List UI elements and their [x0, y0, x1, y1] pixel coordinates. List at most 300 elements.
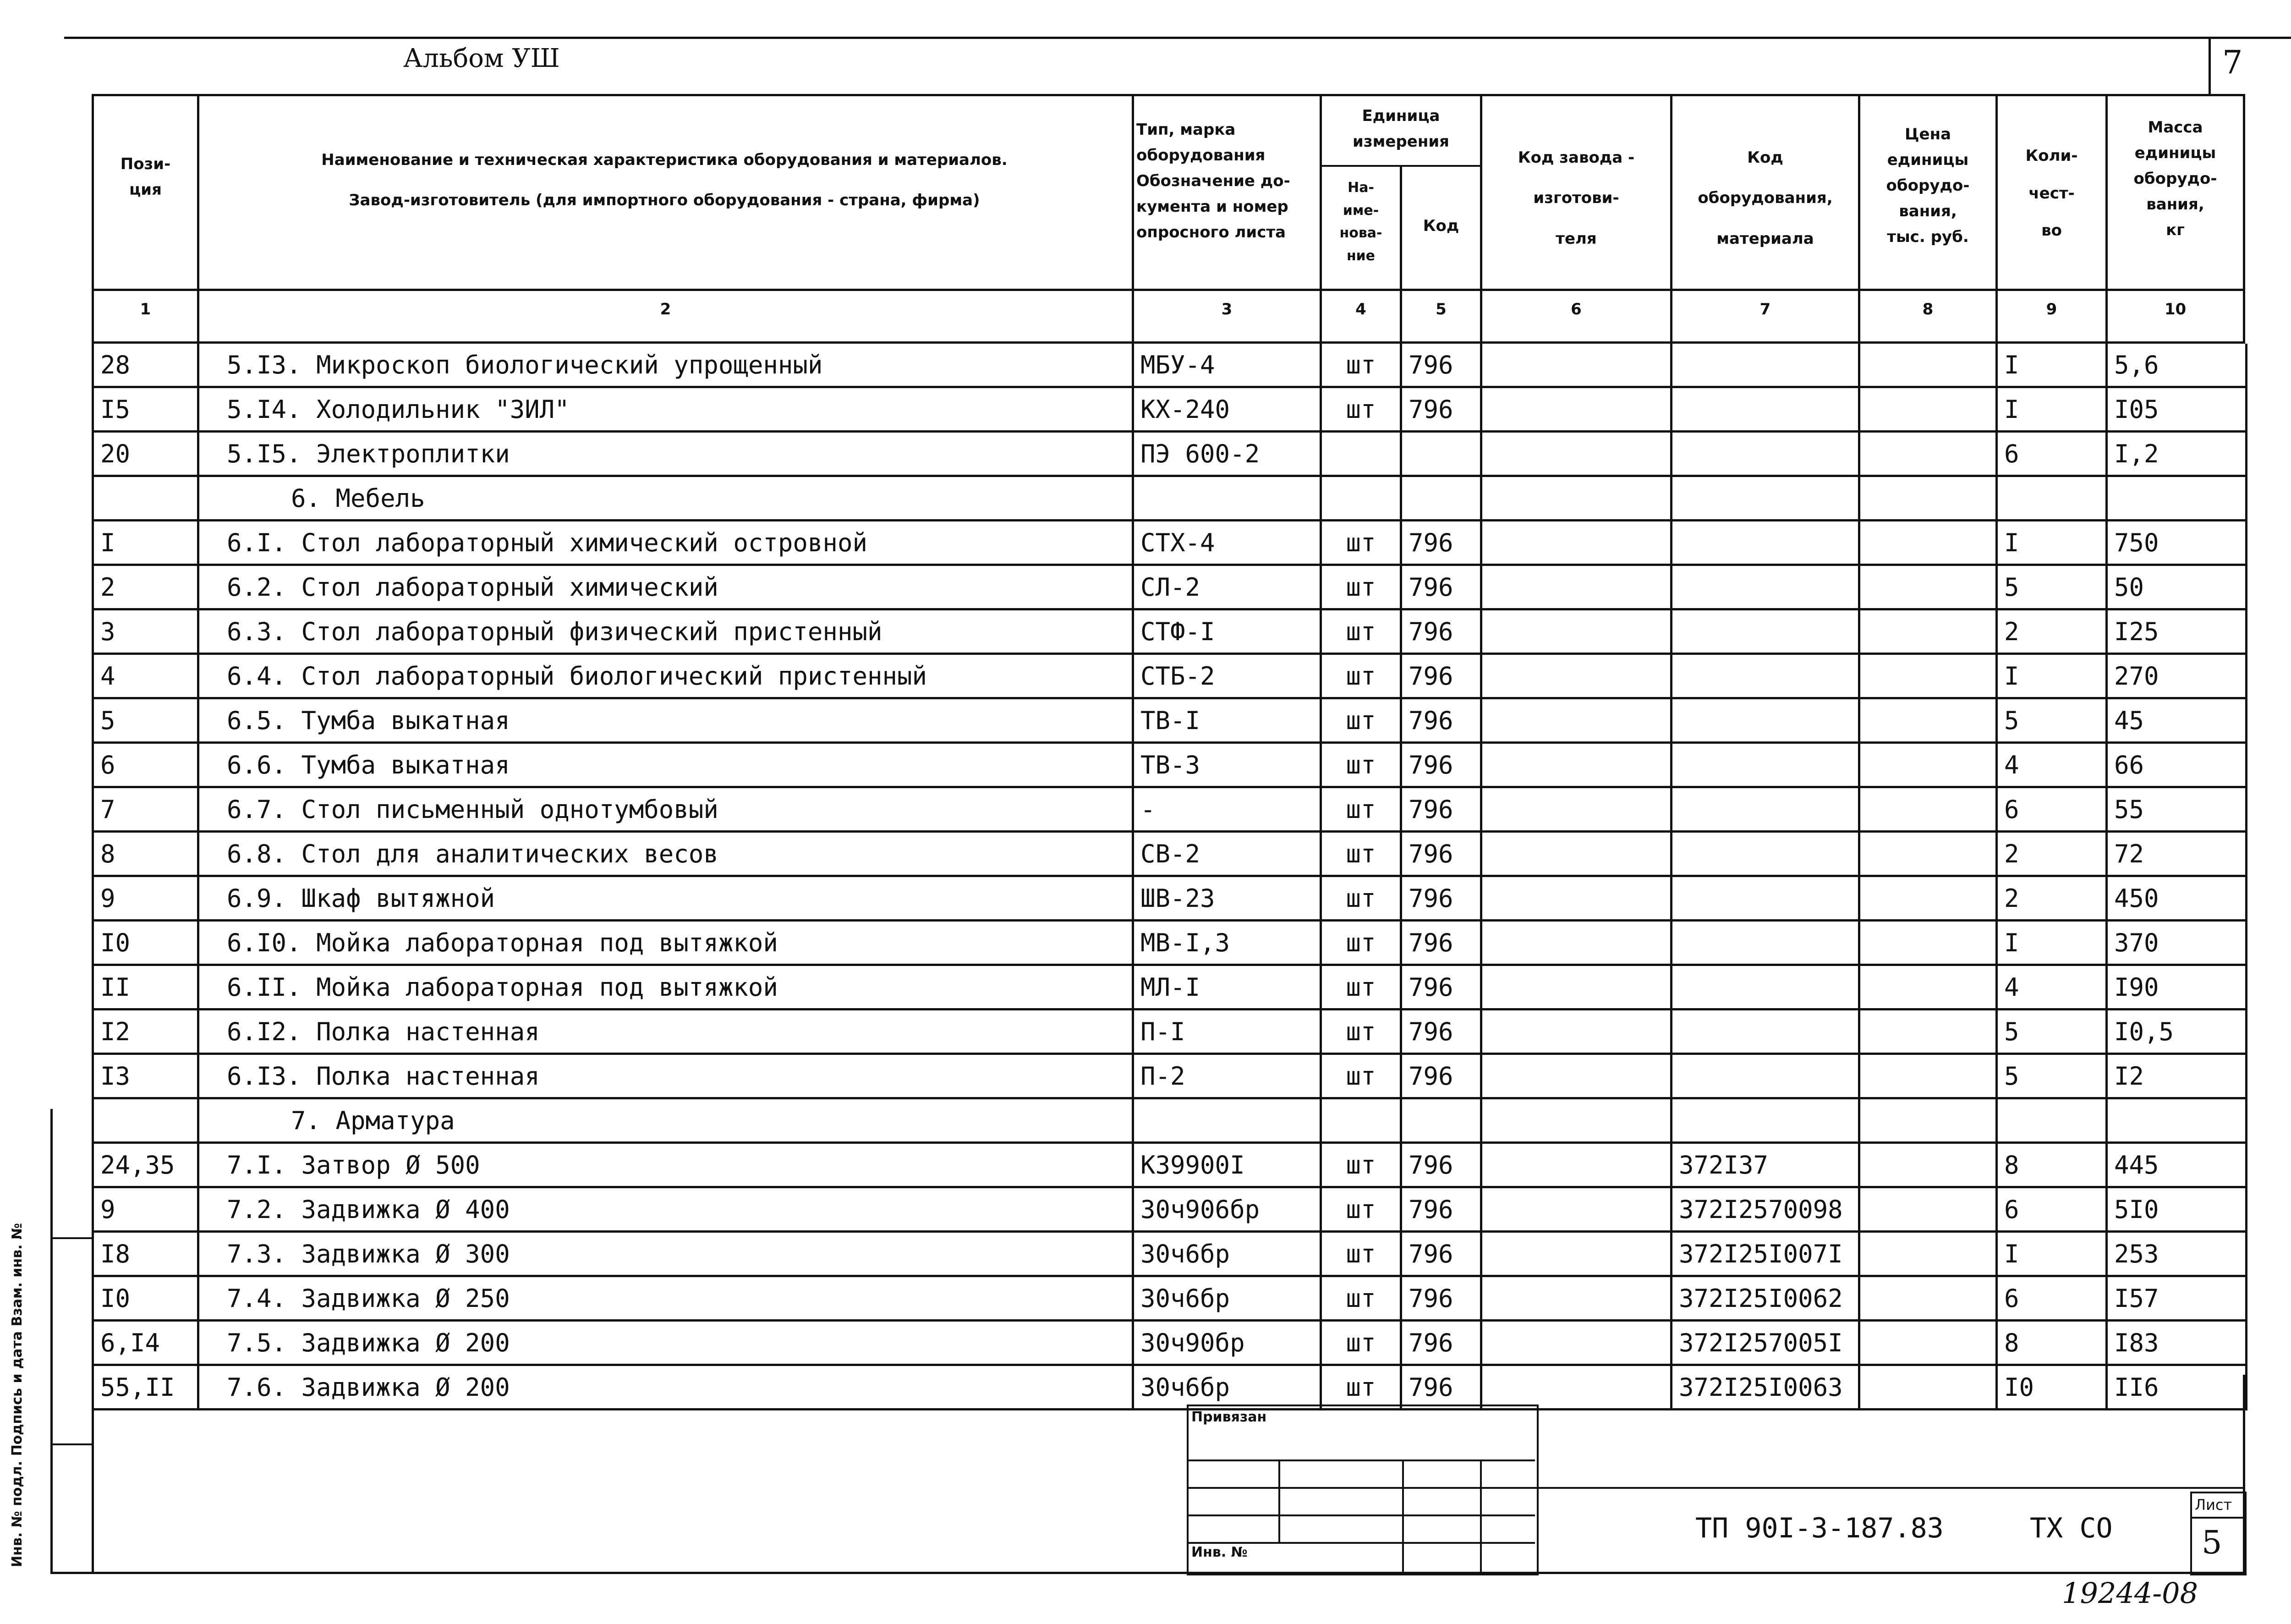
- quantity-cell: 5: [1997, 1054, 2107, 1098]
- table-row: [93, 743, 2247, 787]
- position-cell: 28: [93, 344, 198, 387]
- material-code-cell: 372I25I007I: [1672, 1232, 1859, 1276]
- unit-code-cell: 796: [1401, 565, 1481, 609]
- stamp-line-3: [1187, 1514, 1535, 1516]
- mass-cell: 50: [2107, 565, 2247, 609]
- position-cell: I8: [93, 1232, 198, 1276]
- page-corner-number: 7: [2222, 44, 2243, 81]
- material-code-cell: 372I37: [1672, 1143, 1859, 1187]
- header-type: Тип, марка оборудования Обозначение до- кумента и номер опросного листа: [1136, 121, 1290, 242]
- material-code-cell: 372I2570098: [1672, 1187, 1859, 1232]
- price-cell: [1859, 1365, 1997, 1410]
- type-cell: ШВ-23: [1133, 876, 1321, 921]
- side-strip-line: [50, 1109, 53, 1574]
- unit-code-cell: 796: [1401, 1321, 1481, 1365]
- plant-code-cell: [1481, 1098, 1672, 1143]
- mass-cell: I57: [2107, 1276, 2247, 1321]
- unit-code-cell: [1401, 432, 1481, 476]
- table-row: [93, 787, 2247, 832]
- unit-name-cell: шт: [1321, 1187, 1401, 1232]
- mass-cell: 750: [2107, 521, 2247, 565]
- table-row: [93, 1010, 2247, 1054]
- name-cell: 7.5. Задвижка Ø 200: [198, 1321, 1133, 1365]
- unit-code-cell: 796: [1401, 1054, 1481, 1098]
- stamp-label: Привязан: [1191, 1409, 1267, 1425]
- unit-name-cell: шт: [1321, 743, 1401, 787]
- type-cell: СЛ-2: [1133, 565, 1321, 609]
- material-code-cell: [1672, 743, 1859, 787]
- quantity-cell: 4: [1997, 965, 2107, 1010]
- quantity-cell: 5: [1997, 1010, 2107, 1054]
- archive-number: 19244-08: [2062, 1576, 2198, 1610]
- plant-code-cell: [1481, 432, 1672, 476]
- price-cell: [1859, 1232, 1997, 1276]
- quantity-cell: 5: [1997, 698, 2107, 743]
- document-code: ТП 90I-3-187.83: [1695, 1512, 1944, 1544]
- unit-code-cell: 796: [1401, 832, 1481, 876]
- title-block-top-line: [1535, 1487, 2245, 1489]
- unit-name-cell: шт: [1321, 876, 1401, 921]
- type-cell: СТБ-2: [1133, 654, 1321, 698]
- mass-cell: II6: [2107, 1365, 2247, 1410]
- document-section: ТХ СО: [2030, 1512, 2113, 1544]
- table-row: [93, 432, 2247, 476]
- quantity-cell: I: [1997, 387, 2107, 432]
- price-cell: [1859, 609, 1997, 654]
- quantity-cell: I: [1997, 521, 2107, 565]
- table-row: [93, 387, 2247, 432]
- price-cell: [1859, 1054, 1997, 1098]
- type-cell: МБУ-4: [1133, 344, 1321, 387]
- unit-name-cell: шт: [1321, 609, 1401, 654]
- material-code-cell: [1672, 1098, 1859, 1143]
- unit-code-cell: 796: [1401, 876, 1481, 921]
- plant-code-cell: [1481, 1187, 1672, 1232]
- unit-name-cell: шт: [1321, 1232, 1401, 1276]
- position-cell: [93, 476, 198, 521]
- mass-cell: 5,6: [2107, 344, 2247, 387]
- header-position: Пози- ция: [120, 155, 171, 199]
- colnum-10: 10: [2164, 300, 2187, 318]
- plant-code-cell: [1481, 921, 1672, 965]
- unit-name-cell: [1321, 1098, 1401, 1143]
- plant-code-cell: [1481, 1365, 1672, 1410]
- material-code-cell: [1672, 1010, 1859, 1054]
- unit-name-cell: шт: [1321, 387, 1401, 432]
- material-code-cell: 372I25I0062: [1672, 1276, 1859, 1321]
- quantity-cell: 6: [1997, 787, 2107, 832]
- inventory-label: Инв. №: [1191, 1544, 1248, 1560]
- position-cell: 55,II: [93, 1365, 198, 1410]
- mass-cell: I,2: [2107, 432, 2247, 476]
- type-cell: К39900I: [1133, 1143, 1321, 1187]
- mass-cell: [2107, 476, 2247, 521]
- name-cell: 6.I2. Полка настенная: [198, 1010, 1133, 1054]
- unit-name-cell: шт: [1321, 1276, 1401, 1321]
- type-cell: КХ-240: [1133, 387, 1321, 432]
- material-code-cell: 372I25I0063: [1672, 1365, 1859, 1410]
- position-cell: 2: [93, 565, 198, 609]
- price-cell: [1859, 921, 1997, 965]
- material-code-cell: [1672, 876, 1859, 921]
- mass-cell: I25: [2107, 609, 2247, 654]
- plant-code-cell: [1481, 387, 1672, 432]
- header-quantity: Коли- чест- во: [2025, 147, 2078, 240]
- position-cell: I3: [93, 1054, 198, 1098]
- colnum-6: 6: [1571, 300, 1582, 318]
- mass-cell: I05: [2107, 387, 2247, 432]
- name-cell: 6.I3. Полка настенная: [198, 1054, 1133, 1098]
- table-row: [93, 1232, 2247, 1276]
- material-code-cell: [1672, 698, 1859, 743]
- price-cell: [1859, 1187, 1997, 1232]
- position-cell: [93, 1098, 198, 1143]
- unit-code-cell: [1401, 476, 1481, 521]
- quantity-cell: 8: [1997, 1321, 2107, 1365]
- plant-code-cell: [1481, 609, 1672, 654]
- name-cell: 5.I4. Холодильник "ЗИЛ": [198, 387, 1133, 432]
- type-cell: СТХ-4: [1133, 521, 1321, 565]
- price-cell: [1859, 387, 1997, 432]
- type-cell: 30ч6бр: [1133, 1276, 1321, 1321]
- name-cell: 6.9. Шкаф вытяжной: [198, 876, 1133, 921]
- price-cell: [1859, 743, 1997, 787]
- unit-code-cell: 796: [1401, 787, 1481, 832]
- material-code-cell: [1672, 965, 1859, 1010]
- price-cell: [1859, 565, 1997, 609]
- name-cell: 5.I3. Микроскоп биологический упрощенный: [198, 344, 1133, 387]
- plant-code-cell: [1481, 787, 1672, 832]
- quantity-cell: I: [1997, 1232, 2107, 1276]
- name-cell: 6.I. Стол лабораторный химический островной: [198, 521, 1133, 565]
- unit-code-cell: 796: [1401, 521, 1481, 565]
- unit-code-cell: 796: [1401, 965, 1481, 1010]
- unit-name-cell: шт: [1321, 965, 1401, 1010]
- price-cell: [1859, 965, 1997, 1010]
- unit-name-cell: шт: [1321, 832, 1401, 876]
- price-cell: [1859, 1143, 1997, 1187]
- material-code-cell: [1672, 476, 1859, 521]
- plant-code-cell: [1481, 1232, 1672, 1276]
- unit-name-cell: шт: [1321, 344, 1401, 387]
- unit-name-cell: шт: [1321, 565, 1401, 609]
- mass-cell: 55: [2107, 787, 2247, 832]
- unit-code-cell: 796: [1401, 1143, 1481, 1187]
- type-cell: МВ-I,3: [1133, 921, 1321, 965]
- table-row: [93, 1143, 2247, 1187]
- type-cell: МЛ-I: [1133, 965, 1321, 1010]
- name-cell: 6. Мебель: [198, 476, 1133, 521]
- position-cell: 9: [93, 1187, 198, 1232]
- table-row: [93, 698, 2247, 743]
- position-cell: 6,I4: [93, 1321, 198, 1365]
- plant-code-cell: [1481, 1054, 1672, 1098]
- mass-cell: 253: [2107, 1232, 2247, 1276]
- stamp-col-2: [1402, 1459, 1404, 1572]
- table-row: [93, 521, 2247, 565]
- unit-name-cell: шт: [1321, 787, 1401, 832]
- unit-name-cell: шт: [1321, 921, 1401, 965]
- position-cell: I: [93, 521, 198, 565]
- unit-code-cell: 796: [1401, 387, 1481, 432]
- header-unit-code: Код: [1423, 217, 1459, 235]
- unit-name-cell: [1321, 432, 1401, 476]
- table-row: [93, 1321, 2247, 1365]
- price-cell: [1859, 876, 1997, 921]
- colnum-5: 5: [1436, 300, 1447, 318]
- table-row: [93, 965, 2247, 1010]
- material-code-cell: [1672, 521, 1859, 565]
- stamp-line-4: [1187, 1542, 1535, 1544]
- position-cell: 5: [93, 698, 198, 743]
- position-cell: I0: [93, 921, 198, 965]
- type-cell: 30ч90бр: [1133, 1321, 1321, 1365]
- type-cell: [1133, 1098, 1321, 1143]
- side-strip-tick-1: [50, 1237, 92, 1239]
- name-cell: 7.2. Задвижка Ø 400: [198, 1187, 1133, 1232]
- price-cell: [1859, 1276, 1997, 1321]
- quantity-cell: 2: [1997, 832, 2107, 876]
- header-mass: Масса единицы оборудо- вания, кг: [2133, 118, 2217, 240]
- name-cell: 6.6. Тумба выкатная: [198, 743, 1133, 787]
- mass-cell: 450: [2107, 876, 2247, 921]
- table-row: [93, 565, 2247, 609]
- mass-cell: 270: [2107, 654, 2247, 698]
- table-row: [93, 1365, 2247, 1410]
- album-title: Альбом УШ: [403, 44, 560, 73]
- table-row: [93, 609, 2247, 654]
- colnum-7: 7: [1759, 300, 1771, 318]
- stamp-line-1: [1187, 1459, 1535, 1461]
- name-cell: 5.I5. Электроплитки: [198, 432, 1133, 476]
- position-cell: 8: [93, 832, 198, 876]
- equipment-table-body: [93, 344, 2247, 1410]
- name-cell: 6.I0. Мойка лабораторная под вытяжкой: [198, 921, 1133, 965]
- frame-bottom-line: [50, 1572, 2245, 1574]
- stamp-col-1: [1278, 1459, 1280, 1542]
- unit-name-cell: шт: [1321, 1143, 1401, 1187]
- unit-code-cell: 796: [1401, 1010, 1481, 1054]
- mass-cell: I90: [2107, 965, 2247, 1010]
- name-cell: 7.I. Затвор Ø 500: [198, 1143, 1133, 1187]
- type-cell: [1133, 476, 1321, 521]
- position-cell: I0: [93, 1276, 198, 1321]
- price-cell: [1859, 521, 1997, 565]
- material-code-cell: [1672, 654, 1859, 698]
- side-strip-tick-2: [50, 1443, 92, 1445]
- name-cell: 6.3. Стол лабораторный физический пристенный: [198, 609, 1133, 654]
- plant-code-cell: [1481, 521, 1672, 565]
- header-unit-name: На- име- нова- ние: [1339, 180, 1382, 264]
- plant-code-cell: [1481, 476, 1672, 521]
- plant-code-cell: [1481, 1010, 1672, 1054]
- mass-cell: 5I0: [2107, 1187, 2247, 1232]
- header-price: Цена единицы оборудо- вания, тыс. руб.: [1886, 125, 1970, 247]
- type-cell: 30ч6бр: [1133, 1232, 1321, 1276]
- type-cell: ТВ-I: [1133, 698, 1321, 743]
- table-row: [93, 1054, 2247, 1098]
- price-cell: [1859, 344, 1997, 387]
- table-row: [93, 1276, 2247, 1321]
- position-cell: 20: [93, 432, 198, 476]
- unit-code-cell: 796: [1401, 698, 1481, 743]
- quantity-cell: 8: [1997, 1143, 2107, 1187]
- material-code-cell: [1672, 387, 1859, 432]
- mass-cell: I83: [2107, 1321, 2247, 1365]
- side-stamp-text: Инв. № подл. Подпись и дата Взам. инв. №: [9, 1223, 25, 1567]
- quantity-cell: [1997, 1098, 2107, 1143]
- name-cell: 6.5. Тумба выкатная: [198, 698, 1133, 743]
- position-cell: 24,35: [93, 1143, 198, 1187]
- unit-name-cell: [1321, 476, 1401, 521]
- unit-code-cell: 796: [1401, 344, 1481, 387]
- material-code-cell: [1672, 565, 1859, 609]
- unit-code-cell: 796: [1401, 1365, 1481, 1410]
- plant-code-cell: [1481, 344, 1672, 387]
- mass-cell: 445: [2107, 1143, 2247, 1187]
- position-cell: I2: [93, 1010, 198, 1054]
- name-cell: 7.4. Задвижка Ø 250: [198, 1276, 1133, 1321]
- name-cell: 6.4. Стол лабораторный биологический пристенный: [198, 654, 1133, 698]
- table-row: [93, 921, 2247, 965]
- quantity-cell: I: [1997, 344, 2107, 387]
- quantity-cell: 6: [1997, 1276, 2107, 1321]
- table-row: [93, 344, 2247, 387]
- colnum-3: 3: [1221, 300, 1233, 318]
- price-cell: [1859, 476, 1997, 521]
- type-cell: 30ч6бр: [1133, 1365, 1321, 1410]
- price-cell: [1859, 1010, 1997, 1054]
- unit-code-cell: 796: [1401, 921, 1481, 965]
- colnum-1: 1: [140, 300, 151, 318]
- price-cell: [1859, 654, 1997, 698]
- unit-name-cell: шт: [1321, 1365, 1401, 1410]
- header-material-code: Код оборудования, материала: [1698, 148, 1833, 248]
- material-code-cell: [1672, 609, 1859, 654]
- mass-cell: I0,5: [2107, 1010, 2247, 1054]
- quantity-cell: I0: [1997, 1365, 2107, 1410]
- plant-code-cell: [1481, 698, 1672, 743]
- table-row: [93, 654, 2247, 698]
- mass-cell: 370: [2107, 921, 2247, 965]
- price-cell: [1859, 1098, 1997, 1143]
- quantity-cell: [1997, 476, 2107, 521]
- header-top-line: [92, 94, 2245, 96]
- plant-code-cell: [1481, 965, 1672, 1010]
- top-border-line: [64, 37, 2291, 39]
- name-cell: 7.3. Задвижка Ø 300: [198, 1232, 1133, 1276]
- stamp-line-2: [1187, 1487, 1535, 1489]
- price-cell: [1859, 1321, 1997, 1365]
- col-line-10: [2243, 94, 2245, 344]
- unit-name-cell: шт: [1321, 521, 1401, 565]
- plant-code-cell: [1481, 1143, 1672, 1187]
- sheet-number: 5: [2202, 1524, 2222, 1561]
- name-cell: 7. Арматура: [198, 1098, 1133, 1143]
- type-cell: ТВ-3: [1133, 743, 1321, 787]
- name-cell: 6.II. Мойка лабораторная под вытяжкой: [198, 965, 1133, 1010]
- price-cell: [1859, 432, 1997, 476]
- position-cell: 3: [93, 609, 198, 654]
- plant-code-cell: [1481, 654, 1672, 698]
- unit-name-cell: шт: [1321, 654, 1401, 698]
- material-code-cell: [1672, 921, 1859, 965]
- type-cell: 30ч906бр: [1133, 1187, 1321, 1232]
- sheet-label: Лист: [2195, 1496, 2232, 1514]
- header-unit-group: Единица измерения: [1353, 107, 1449, 151]
- header-bottom-line: [92, 289, 2245, 291]
- unit-code-cell: 796: [1401, 1276, 1481, 1321]
- quantity-cell: 2: [1997, 609, 2107, 654]
- plant-code-cell: [1481, 1276, 1672, 1321]
- material-code-cell: [1672, 832, 1859, 876]
- colnum-9: 9: [2046, 300, 2057, 318]
- colnum-4: 4: [1355, 300, 1366, 318]
- material-code-cell: [1672, 344, 1859, 387]
- name-cell: 6.8. Стол для аналитических весов: [198, 832, 1133, 876]
- unit-name-cell: шт: [1321, 1321, 1401, 1365]
- name-cell: 7.6. Задвижка Ø 200: [198, 1365, 1133, 1410]
- name-cell: 6.7. Стол письменный однотумбовый: [198, 787, 1133, 832]
- colnum-8: 8: [1922, 300, 1934, 318]
- plant-code-cell: [1481, 1321, 1672, 1365]
- position-cell: I5: [93, 387, 198, 432]
- corner-divider: [2209, 37, 2211, 94]
- quantity-cell: 2: [1997, 876, 2107, 921]
- mass-cell: 45: [2107, 698, 2247, 743]
- plant-code-cell: [1481, 832, 1672, 876]
- material-code-cell: [1672, 1054, 1859, 1098]
- unit-code-cell: [1401, 1098, 1481, 1143]
- equipment-table: [92, 344, 2247, 1410]
- unit-code-cell: 796: [1401, 1187, 1481, 1232]
- section-row: [93, 1098, 2247, 1143]
- type-cell: ПЭ 600-2: [1133, 432, 1321, 476]
- price-cell: [1859, 787, 1997, 832]
- header-plant-code: Код завода - изготови- теля: [1518, 148, 1635, 248]
- unit-name-cell: шт: [1321, 1010, 1401, 1054]
- table-row: [93, 876, 2247, 921]
- type-cell: -: [1133, 787, 1321, 832]
- position-cell: II: [93, 965, 198, 1010]
- quantity-cell: I: [1997, 654, 2107, 698]
- position-cell: 4: [93, 654, 198, 698]
- quantity-cell: 5: [1997, 565, 2107, 609]
- unit-name-cell: шт: [1321, 1054, 1401, 1098]
- mass-cell: 72: [2107, 832, 2247, 876]
- quantity-cell: 4: [1997, 743, 2107, 787]
- unit-code-cell: 796: [1401, 609, 1481, 654]
- unit-code-cell: 796: [1401, 1232, 1481, 1276]
- type-cell: СТФ-I: [1133, 609, 1321, 654]
- type-cell: П-2: [1133, 1054, 1321, 1098]
- name-cell: 6.2. Стол лабораторный химический: [198, 565, 1133, 609]
- colnum-2: 2: [660, 300, 671, 318]
- section-row: [93, 476, 2247, 521]
- price-cell: [1859, 698, 1997, 743]
- position-cell: 9: [93, 876, 198, 921]
- mass-cell: [2107, 1098, 2247, 1143]
- unit-name-cell: шт: [1321, 698, 1401, 743]
- material-code-cell: [1672, 787, 1859, 832]
- type-cell: П-I: [1133, 1010, 1321, 1054]
- quantity-cell: I: [1997, 921, 2107, 965]
- stamp-col-3: [1480, 1459, 1482, 1572]
- plant-code-cell: [1481, 743, 1672, 787]
- sheet-box-divider: [2190, 1517, 2243, 1519]
- position-cell: 7: [93, 787, 198, 832]
- mass-cell: 66: [2107, 743, 2247, 787]
